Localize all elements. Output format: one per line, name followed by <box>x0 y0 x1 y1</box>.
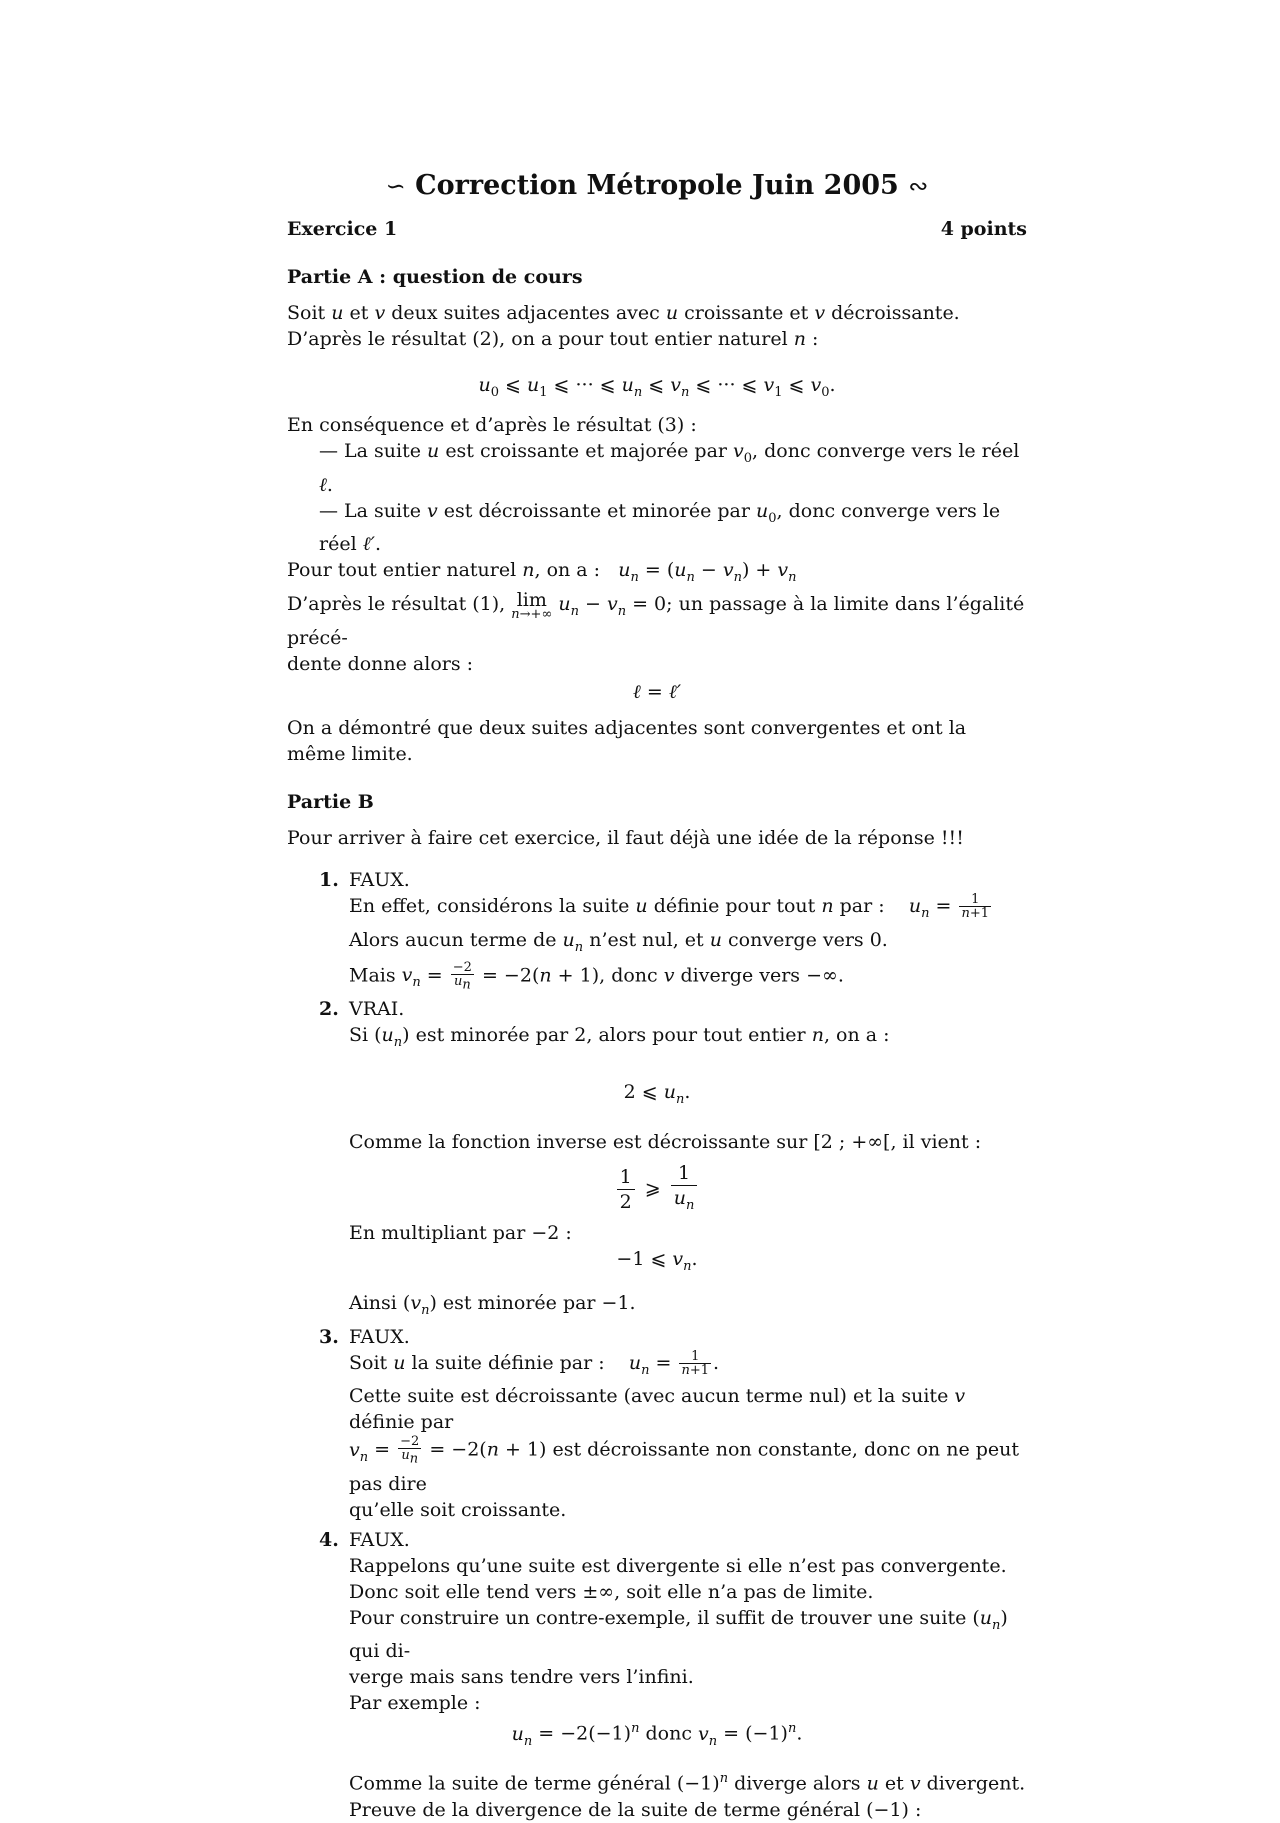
exercise-points: 4 points <box>940 218 1027 240</box>
exercise-label: Exercice 1 <box>287 218 398 240</box>
partB-intro: Pour arriver à faire cet exercice, il faut déjà une idée de la réponse !!! <box>287 826 964 849</box>
partA-conclusion: On a démontré que deux suites adjacentes sont convergentes et ont la même limite. <box>287 716 967 765</box>
limit-equality: ℓ = ℓ′ <box>632 680 682 703</box>
partA-line5: D’après le résultat (1), lim n→+∞ $u_n - v_n = 0$; un passage à la limite dans l’égalité précé- <box>287 589 1025 649</box>
partA-line1: Soit u et v deux suites adjacentes avec u croissante et v décroissante. <box>287 302 960 324</box>
question-2: 2. VRAI. Si $(u_n)$ est minorée par 2, alors pour tout entier n, on a : 2 ⩽ $u_n$. Comme la fonction inverse est décroissante sur [2 ; +∞[, il vient : $\frac{1}{2}$ ⩾ $\frac{1}{u_n}$ En multipliant par −2 : −1 ⩽ $v_n$. Ainsi $(v_n)$ est minorée par −1. <box>319 997 982 1318</box>
page-title: ∽ Correction Métropole Juin 2005 ∾ <box>385 170 929 201</box>
partA-heading: Partie A : question de cours <box>287 266 583 288</box>
partA-line2: D’après le résultat (2), on a pour tout entier naturel n : <box>287 328 819 350</box>
partA-line4: Pour tout entier naturel n, on a : $u_n = (u_n - v_n) + v_n$ <box>287 559 797 586</box>
partA-dash2: — La suite v est décroissante et minorée par $u_0$, donc converge vers le réel ℓ′. <box>319 499 1001 556</box>
document-page <box>287 168 1027 1823</box>
question-4: 4. FAUX. Rappelons qu’une suite est divergente si elle n’est pas convergente. Donc soit elle tend vers ±∞, soit elle n’a pas de limite. Pour construire un contre-exemple, il suffit de trouver une suite $(u_n)$ qui di- verge mais sans tendre vers l’infini. Par exemple : $u_n = -2(-1)^n$ donc $v_n = (-1)^n$. Comme la suite de terme général $(-1)^n$ diverge alors u et v divergent. Preuve de la divergence de la suite de terme général (−1) : <box>319 1528 1026 1821</box>
partA-line3: En conséquence et d’après le résultat (3) : <box>287 413 697 436</box>
partA-dash1: — La suite u est croissante et majorée par $v_0$, donc converge vers le réel ℓ. <box>319 439 1020 496</box>
question-list <box>287 867 1027 1823</box>
partB-heading: Partie B <box>287 790 374 813</box>
exercise-header <box>287 216 1027 242</box>
question-1: 1. FAUX. En effet, considérons la suite u définie pour tout n par : $u_n$ = $\frac{1}{n+1}$ Alors aucun terme de $u_n$ n’est nul, et u converge vers 0. Mais $v_n$ = $\frac{-2}{u_n}$ = −2(n + 1), donc v diverge vers −∞. <box>319 868 989 993</box>
question-3: 3. FAUX. Soit u la suite définie par : $u_n$ = $\frac{1}{n+1}$ . Cette suite est décroissante (avec aucun terme nul) et la suite v définie par $v_n$ = $\frac{-2}{u_n}$ = −2(n + 1) est décroissante non constante, donc on ne peut pas dire qu’elle soit croissante. <box>319 1325 1020 1521</box>
inequality-chain: $u_0$ ⩽ $u_1$ ⩽ ··· ⩽ $u_n$ ⩽ $v_n$ ⩽ ··· ⩽ $v_1$ ⩽ $v_0$. <box>478 374 836 400</box>
partA-line6: dente donne alors : <box>287 652 474 675</box>
ornament-left-icon: ∽ <box>385 172 406 200</box>
ornament-right-icon: ∾ <box>908 172 929 200</box>
